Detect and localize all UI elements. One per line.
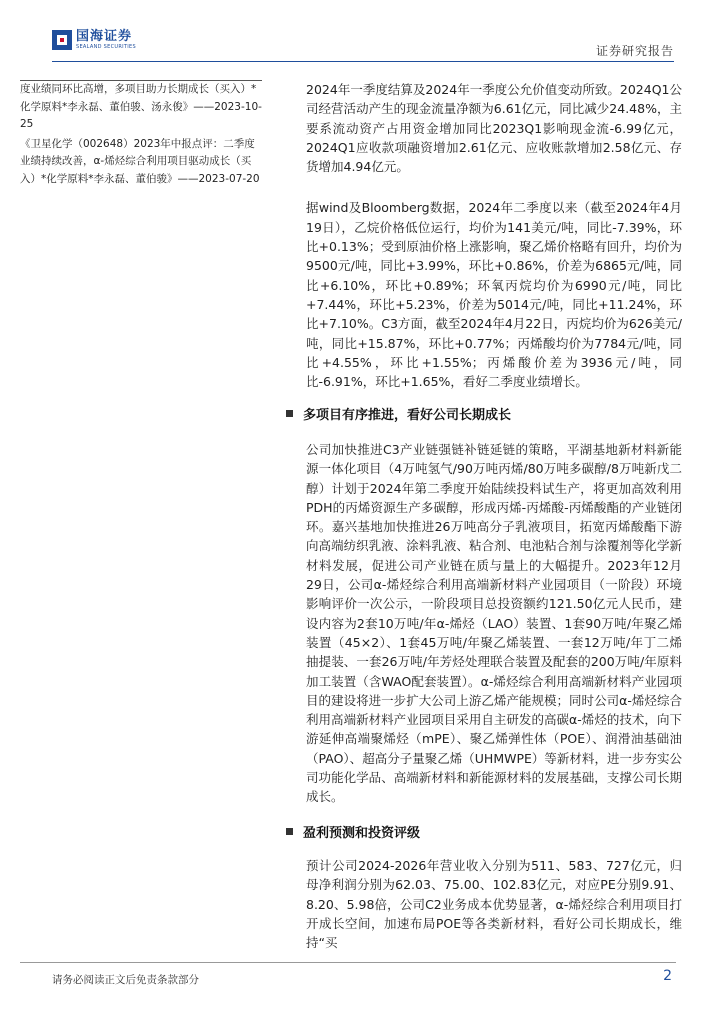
logo-icon bbox=[52, 30, 72, 50]
page-number: 2 bbox=[663, 968, 672, 984]
footer-disclaimer: 请务必阅读正文后免责条款部分 bbox=[52, 974, 199, 986]
section-heading-projects bbox=[286, 403, 682, 423]
section-heading-text: 多项目有序推进，看好公司长期成长 bbox=[303, 407, 512, 423]
paragraph-cash-flow: 2024年一季度结算及2024年一季度公允价值变动所致。2024Q1公司经营活动产生的现金流量净额为6.61亿元，同比减少24.48%，主要系流动资产占用资金增加同比2023Q1影响现金流-6.99亿元，2024Q1应收款项融资增加2.61亿元、应收账款增加2.58亿元、存货增加4.94亿元。 bbox=[306, 82, 682, 175]
related-reports-sidebar bbox=[20, 80, 262, 190]
brand-name-cn: 国海证券 bbox=[76, 29, 133, 44]
footer-divider bbox=[20, 962, 676, 963]
brand-logo bbox=[52, 30, 136, 50]
section-heading-text: 盈利预测和投资评级 bbox=[303, 825, 421, 841]
bullet-square-icon bbox=[286, 410, 293, 417]
header-divider bbox=[52, 61, 674, 62]
main-body bbox=[306, 80, 682, 391]
main-body-forecast bbox=[306, 856, 682, 952]
related-report-item: 《卫星化学（002648）2023年中报点评：二季度业绩持续改善，α-烯烃综合利用项目驱动成长（买入）*化学原料*李永磊、董伯骏》——2023-07-20 bbox=[20, 137, 260, 185]
bullet-square-icon bbox=[286, 828, 293, 835]
main-body-projects bbox=[306, 440, 682, 807]
related-report-item: 度业绩同环比高增，多项目助力长期成长（买入）*化学原料*李永磊、董伯骏、汤永俊》——2023-10-25 bbox=[20, 83, 262, 130]
paragraph-projects: 公司加快推进C3产业链强链补链延链的策略，平湖基地新材料新能源一体化项目（4万吨氢气/90万吨丙烯/80万吨多碳醇/8万吨新戊二醇）计划于2024年第二季度开始陆续投料试生产，将更加高效利用PDH的丙烯资源生产多碳醇，形成丙烯-丙烯酸-丙烯酸酯的产业链闭环。嘉兴基地加快推进26万吨高分子乳液项目，拓宽丙烯酸酯下游向高端纺织乳液、涂料乳液、粘合剂、电池粘合剂与涂覆剂等化学新材料发展，促进公司产业链在质与量上的大幅提升。2023年12月29日，公司α-烯烃综合利用高端新材料产业园项目（一阶段）环境影响评价一次公示，一阶段项目总投资额约121.50亿元人民币，建设内容为2套10万吨/年α-烯烃（LAO）装置、1套90万吨/年聚乙烯装置（45×2）、1套45万吨/年聚乙烯装置、一套12万吨/年丁二烯抽提装、一套26万吨/年芳烃处理联合装置及配套的200万吨/年原料加工装置（含WAO配套装置）。α-烯烃综合利用高端新材料产业园项目的建设将进一步扩大公司上游乙烯产能规模；同时公司α-烯烃综合利用高端新材料产业园项目采用自主研发的高碳α-烯烃的技术，向下游延伸高端聚烯烃（mPE）、聚乙烯弹性体（POE）、润滑油基础油（PAO）、超高分子量聚乙烯（UHMWPE）等新材料，进一步夯实公司功能化学品、高端新材料和新能源材料的发展基础，支撑公司长期成长。 bbox=[306, 442, 682, 805]
section-heading-forecast bbox=[286, 821, 682, 841]
page-header bbox=[52, 28, 674, 62]
paragraph-price-data: 据wind及Bloomberg数据，2024年二季度以来（截至2024年4月19日），乙烷价格低位运行，均价为141美元/吨，同比-7.39%，环比+0.13%；受到原油价格上涨影响，聚乙烯价格略有回升，均价为9500元/吨，同比+3.99%，环比+0.86%，价差为6865元/吨，同比+6.10%，环比+0.89%；环氧丙烷均价为6990元/吨，同比+7.44%，环比+5.23%，价差为5014元/吨，同比+11.24%，环比+7.10%。C3方面，截至2024年4月22日，丙烷均价为626美元/吨，同比+15.87%，环比+0.77%；丙烯酸均价为7784元/吨，同比+4.55%，环比+1.55%；丙烯酸价差为3936元/吨，同比-6.91%，环比+1.65%，看好二季度业绩增长。 bbox=[306, 200, 682, 390]
report-type-label: 证券研究报告 bbox=[595, 44, 674, 58]
brand-name-en: SEALAND SECURITIES bbox=[76, 44, 136, 50]
paragraph-forecast: 预计公司2024-2026年营业收入分别为511、583、727亿元，归母净利润分别为62.03、75.00、102.83亿元，对应PE分别9.91、8.20、5.98倍，公司C2业务成本优势显著，α-烯烃综合利用项目打开成长空间，加速布局POE等各类新材料，看好公司长期成长，维持“买 bbox=[306, 858, 682, 951]
